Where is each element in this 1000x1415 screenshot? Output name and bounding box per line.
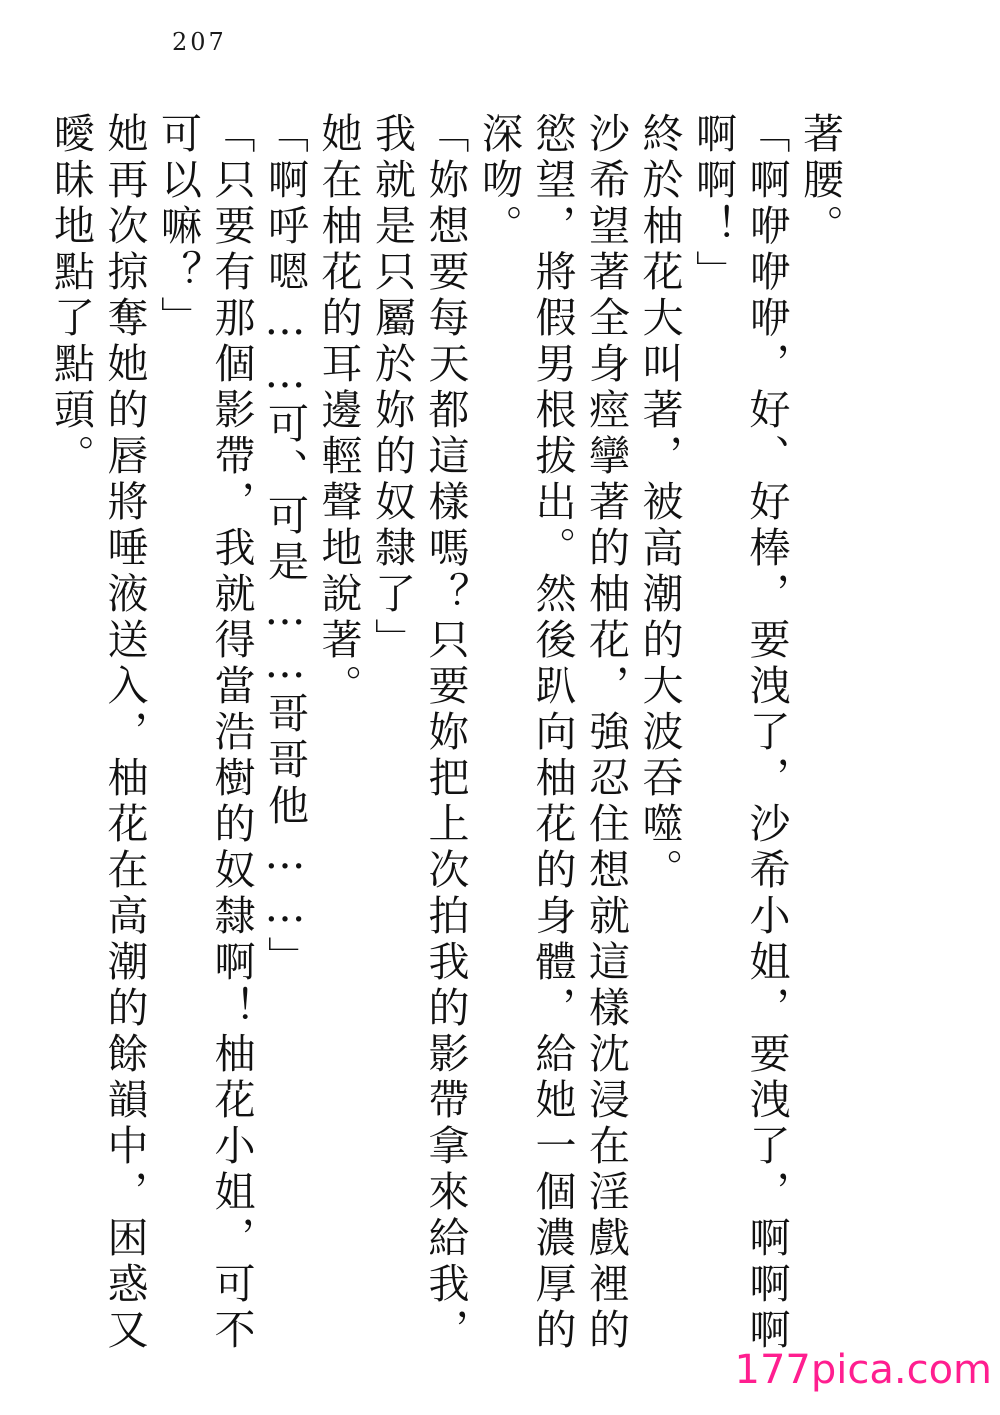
paragraph: 「妳想要每天都這樣嗎？只要妳把上次拍我的影帶拿來給我，我就是只屬於妳的奴隸了」 bbox=[368, 112, 470, 1354]
watermark: 177pica.com bbox=[734, 1347, 992, 1393]
paragraph: 終於柚花大叫著，被高潮的大波吞噬。 bbox=[635, 112, 684, 894]
paragraph: 她再次掠奪她的唇將唾液送入，柚花在高潮的餘韻中，困惑又曖昧地點了點頭。 bbox=[47, 112, 149, 1354]
paragraph: 「只要有那個影帶，我就得當浩樹的奴隸啊！柚花小姐，可不可以嘛？」 bbox=[154, 112, 256, 1354]
paragraph: 她在柚花的耳邊輕聲地說著。 bbox=[314, 112, 363, 710]
paragraph: 沙希望著全身痙攣著的柚花，強忍住想就這樣沈浸在淫戲裡的慾望，將假男根拔出。然後趴向柚花的身體，給她一個濃厚的深吻。 bbox=[475, 112, 630, 1354]
paragraph: 著腰。 bbox=[796, 112, 844, 250]
paragraph: 「啊咿咿咿，好、好棒，要洩了，沙希小姐，要洩了，啊啊啊啊啊！」 bbox=[689, 112, 791, 1354]
paragraph: 「啊呼嗯……可、可是……哥哥他……」 bbox=[261, 112, 309, 982]
vertical-text-body bbox=[44, 112, 847, 1362]
page-number: 207 bbox=[172, 28, 227, 56]
